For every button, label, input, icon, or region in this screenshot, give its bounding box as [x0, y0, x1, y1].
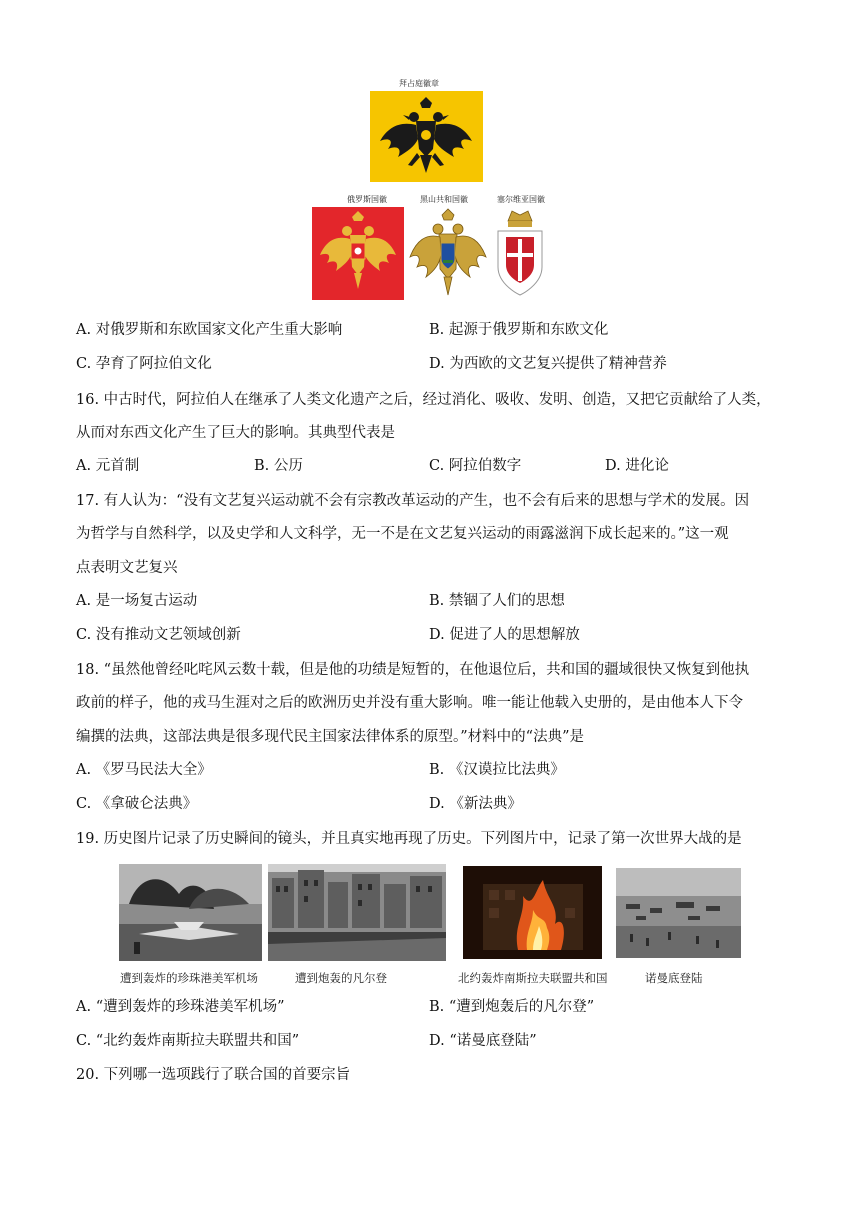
q15-option-d[interactable]: D. 为西欧的文艺复兴提供了精神营养: [429, 356, 667, 372]
burning-building-photo-icon: [463, 866, 602, 959]
q15-option-a[interactable]: A. 对俄罗斯和东欧国家文化产生重大影响: [76, 322, 343, 338]
russia-emblem-label: 俄罗斯国徽: [347, 195, 387, 204]
q17-option-a[interactable]: A. 是一场复古运动: [76, 593, 198, 609]
q17-option-c[interactable]: C. 没有推动文艺领域创新: [76, 627, 241, 643]
photo-verdun: [268, 864, 446, 961]
q19-option-d[interactable]: D. “诺曼底登陆”: [429, 1033, 537, 1049]
q16-stem: 从而对东西文化产生了巨大的影响。其典型代表是: [76, 425, 395, 441]
verdun-ruins-photo-icon: [268, 864, 446, 961]
montenegro-emblem: [408, 207, 488, 300]
montenegro-emblem-label: 黑山共和国徽: [420, 195, 468, 204]
q15-option-c[interactable]: C. 孕育了阿拉伯文化: [76, 356, 212, 372]
q18-option-b[interactable]: B. 《汉谟拉比法典》: [429, 762, 565, 778]
q16-option-d[interactable]: D. 进化论: [605, 458, 669, 474]
q20-stem: 20. 下列哪一选项践行了联合国的首要宗旨: [76, 1067, 351, 1083]
q16-option-a[interactable]: A. 元首制: [76, 458, 140, 474]
q16-option-b[interactable]: B. 公历: [254, 458, 303, 474]
q18-option-d[interactable]: D. 《新法典》: [429, 796, 522, 812]
photo-caption-verdun: 遭到炮轰的凡尔登: [295, 971, 387, 985]
russian-eagle-icon: [312, 207, 404, 300]
double-headed-eagle-icon: [370, 91, 483, 182]
photo-normandy: [616, 868, 741, 958]
q15-option-b[interactable]: B. 起源于俄罗斯和东欧文化: [429, 322, 609, 338]
q17-stem: 为哲学与自然科学，以及史学和人文科学，无一不是在文艺复兴运动的雨露滋润下成长起来的。”这一观: [76, 526, 729, 542]
byzantine-emblem-label: 拜占庭徽章: [399, 79, 439, 88]
q19-option-a[interactable]: A. “遭到轰炸的珍珠港美军机场”: [76, 999, 285, 1015]
serbia-emblem-label: 塞尔维亚国徽: [497, 195, 545, 204]
q17-option-b[interactable]: B. 禁锢了人们的思想: [429, 593, 565, 609]
serbian-shield-icon: [494, 207, 546, 300]
russia-emblem: [312, 207, 404, 300]
photo-pearl-harbor: [119, 864, 262, 961]
byzantine-emblem: [370, 91, 483, 182]
photo-nato-bombing: [463, 866, 602, 959]
photo-caption-pearl-harbor: 遭到轰炸的珍珠港美军机场: [120, 971, 258, 985]
q19-stem: 19. 历史图片记录了历史瞬间的镜头，并且真实地再现了历史。下列图片中，记录了第一次世界大战的是: [76, 831, 742, 847]
normandy-landing-photo-icon: [616, 868, 741, 958]
q16-option-c[interactable]: C. 阿拉伯数字: [429, 458, 522, 474]
q19-option-c[interactable]: C. “北约轰炸南斯拉夫联盟共和国”: [76, 1033, 300, 1049]
q18-stem: 政前的样子，他的戎马生涯对之后的欧洲历史并没有重大影响。唯一能让他载入史册的，是由他本人下令: [76, 695, 743, 711]
q18-option-a[interactable]: A. 《罗马民法大全》: [76, 762, 212, 778]
photo-caption-nato-bombing: 北约轰炸南斯拉夫联盟共和国: [458, 971, 608, 985]
q18-stem: 编撰的法典，这部法典是很多现代民主国家法律体系的原型。”材料中的“法典”是: [76, 729, 584, 745]
q17-stem: 17. 有人认为：“没有文艺复兴运动就不会有宗教改革运动的产生，也不会有后来的思想与学术的发展。因: [76, 493, 750, 509]
q18-option-c[interactable]: C. 《拿破仑法典》: [76, 796, 198, 812]
montenegro-eagle-icon: [408, 207, 488, 300]
q18-stem: 18. “虽然他曾经叱咤风云数十载，但是他的功绩是短暂的，在他退位后，共和国的疆域很快又恢复到他执: [76, 662, 750, 678]
q17-option-d[interactable]: D. 促进了人的思想解放: [429, 627, 580, 643]
q16-stem: 16. 中古时代，阿拉伯人在继承了人类文化遗产之后，经过消化、吸收、发明、创造，又把它贡献给了人类，: [76, 392, 771, 408]
photo-caption-normandy: 诺曼底登陆: [645, 971, 703, 985]
q17-stem: 点表明文艺复兴: [76, 560, 178, 576]
pearl-harbor-photo-icon: [119, 864, 262, 961]
serbia-emblem: [494, 207, 546, 300]
q19-option-b[interactable]: B. “遭到炮轰后的凡尔登”: [429, 999, 595, 1015]
